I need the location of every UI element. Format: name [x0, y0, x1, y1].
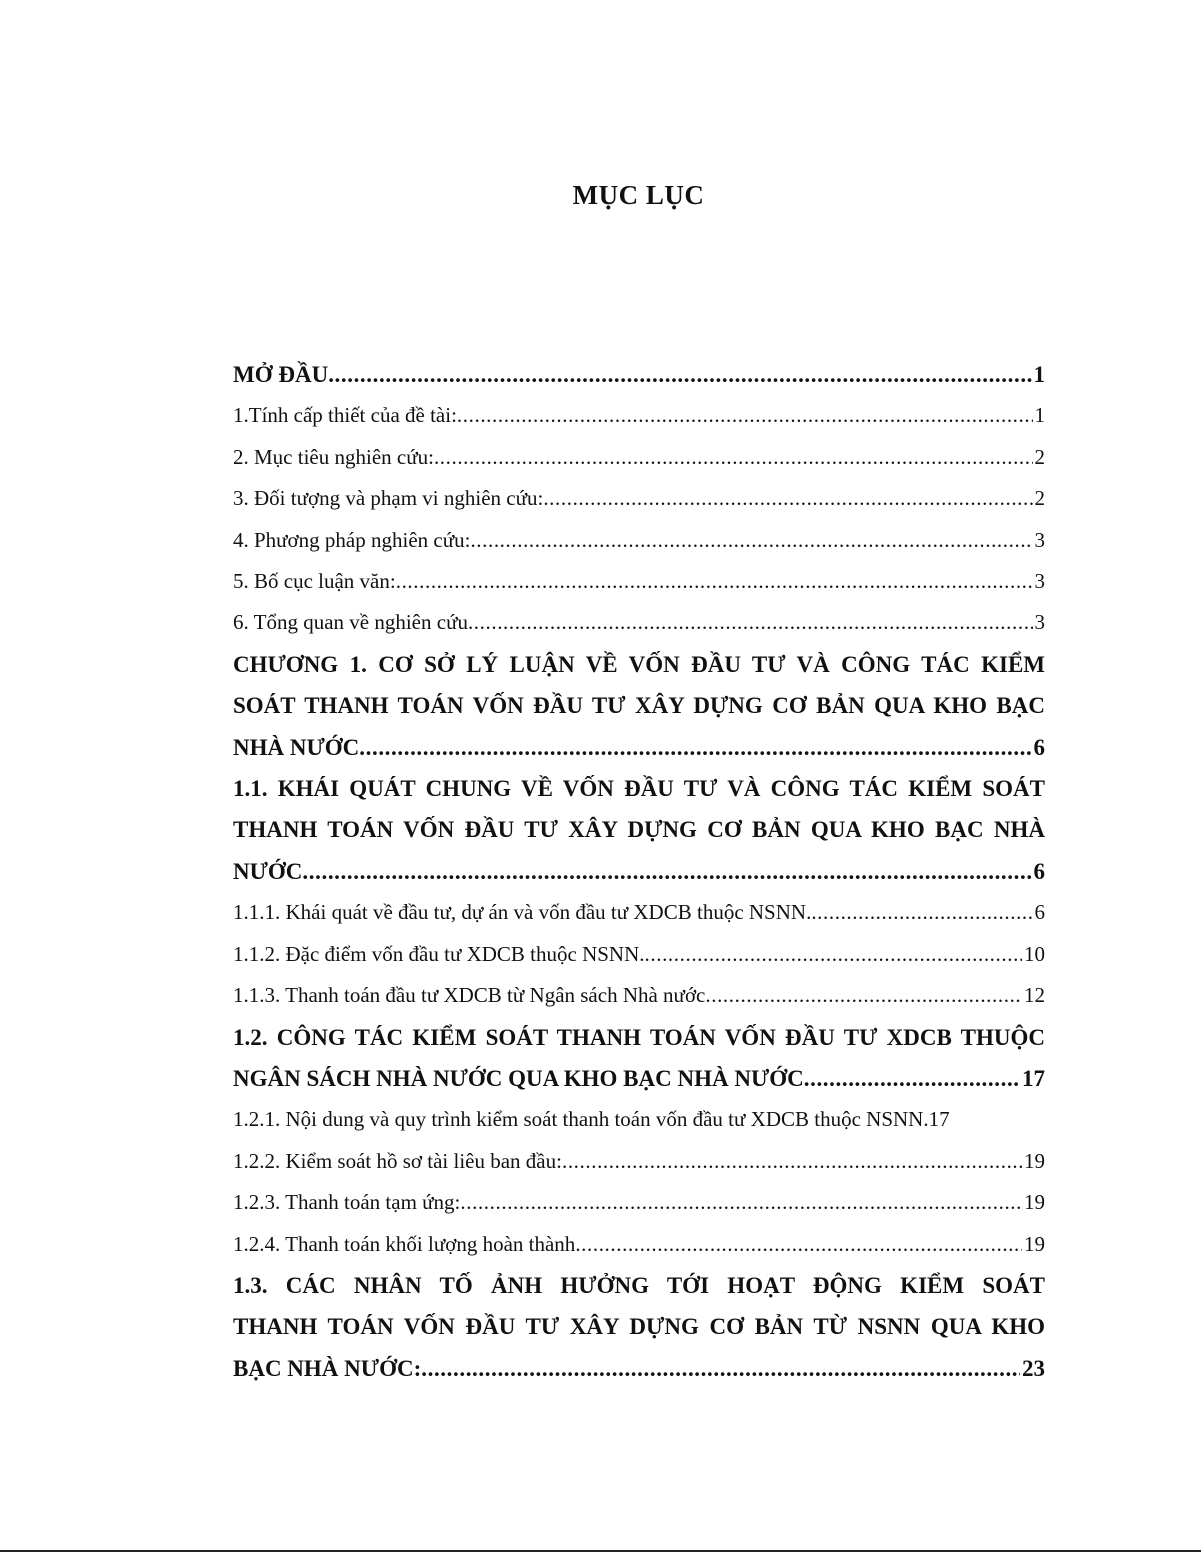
toc-entry-title: NGÂN SÁCH NHÀ NƯỚC QUA KHO BẠC NHÀ NƯỚC: [233, 1065, 804, 1091]
dot-leader: [811, 892, 1032, 933]
toc-page-number: 6: [1034, 900, 1045, 925]
toc-entry-line: [233, 1099, 1045, 1140]
toc-entry-title: MỞ ĐẦU: [233, 362, 329, 387]
toc-entry-title: 5. Bố cục luận văn:: [233, 569, 396, 594]
toc-entry-heading-line: 1.3. CÁC NHÂN TỐ ẢNH HƯỞNG TỚI HOẠT ĐỘNG KIỂM SOÁT: [233, 1272, 1045, 1298]
dot-leader: [359, 727, 1031, 768]
toc-entry-title: 1.1.1. Khái quát về đầu tư, dự án và vốn đầu tư XDCB thuộc NSNN.: [233, 900, 812, 925]
toc-entry[interactable]: [233, 478, 1045, 519]
toc-entry[interactable]: [233, 1182, 1045, 1223]
toc-entry[interactable]: [233, 768, 1045, 892]
toc-page-number: 6: [1033, 858, 1045, 884]
toc-page-number: 3: [1034, 527, 1045, 552]
toc-entry-title: 1.1.3. Thanh toán đầu tư XDCB từ Ngân sách Nhà nước: [233, 983, 706, 1008]
toc-entry-heading-line: THANH TOÁN VỐN ĐẦU TƯ XÂY DỰNG CƠ BẢN TỪ NSNN QUA KHO: [233, 1314, 1045, 1340]
dot-leader: [434, 437, 1033, 478]
toc-entry-title: BẠC NHÀ NƯỚC:: [233, 1355, 422, 1381]
toc-entry[interactable]: [233, 975, 1045, 1016]
toc-entry-line: [233, 975, 1045, 1016]
toc-page-number: 19: [1024, 1231, 1045, 1256]
toc-page-number: 2: [1034, 444, 1045, 469]
toc-entry-line: [233, 395, 1045, 436]
toc-page-number: 10: [1024, 941, 1045, 966]
table-of-contents: [233, 354, 1045, 1389]
toc-entry-line: [233, 934, 1045, 975]
toc-entry[interactable]: [233, 1099, 1045, 1140]
toc-entry[interactable]: [233, 1141, 1045, 1182]
toc-page-number: 17: [1022, 1065, 1045, 1091]
toc-entry-title: NHÀ NƯỚC: [233, 734, 360, 760]
toc-entry[interactable]: [233, 520, 1045, 561]
toc-page-number: 19: [1024, 1190, 1045, 1215]
toc-entry[interactable]: [233, 437, 1045, 478]
dot-leader: [562, 1141, 1022, 1182]
toc-page-number: 3: [1034, 569, 1045, 594]
toc-page-number: 1: [1033, 362, 1045, 387]
toc-page-number: 3: [1034, 610, 1045, 635]
toc-page-number: 2: [1034, 486, 1045, 511]
toc-entry-title: 1.2.4. Thanh toán khối lượng hoàn thành: [233, 1231, 576, 1256]
page-title: MỤC LỤC: [572, 180, 705, 210]
dot-leader: [645, 934, 1022, 975]
toc-page-number: 17: [928, 1107, 950, 1132]
toc-entry-title: 1.2.3. Thanh toán tạm ứng:: [233, 1190, 461, 1215]
toc-entry-line: [233, 1182, 1045, 1223]
dot-leader: [396, 561, 1033, 602]
toc-page-number: 12: [1024, 983, 1045, 1008]
dot-leader: [575, 1224, 1022, 1265]
toc-entry[interactable]: [233, 934, 1045, 975]
toc-page-number: 1: [1034, 403, 1045, 428]
toc-entry-heading-line: 1.2. CÔNG TÁC KIỂM SOÁT THANH TOÁN VỐN ĐẦU TƯ XDCB THUỘC: [233, 1024, 1045, 1050]
dot-leader: [543, 478, 1032, 519]
toc-entry-title: 6. Tổng quan về nghiên cứu: [233, 610, 468, 635]
toc-entry-title: 3. Đối tượng và phạm vi nghiên cứu:: [233, 486, 544, 511]
toc-entry[interactable]: [233, 1265, 1045, 1389]
toc-entry[interactable]: [233, 602, 1045, 643]
toc-entry-title: 4. Phương pháp nghiên cứu:: [233, 527, 471, 552]
toc-entry-line: [233, 1348, 1045, 1389]
toc-entry-heading-line: CHƯƠNG 1. CƠ SỞ LÝ LUẬN VỀ VỐN ĐẦU TƯ VÀ CÔNG TÁC KIỂM: [233, 651, 1045, 677]
toc-entry-line: [233, 1058, 1045, 1099]
dot-leader: [470, 520, 1032, 561]
toc-entry-line: [233, 727, 1045, 768]
dot-leader: [468, 602, 1033, 643]
toc-entry-title: 2. Mục tiêu nghiên cứu:: [233, 444, 434, 469]
dot-leader: [460, 1182, 1022, 1223]
dot-leader: [804, 1058, 1020, 1099]
toc-page-number: 19: [1024, 1148, 1045, 1173]
toc-page-number: 6: [1033, 734, 1045, 760]
toc-entry-title: 1.1.2. Đặc điểm vốn đầu tư XDCB thuộc NSNN.: [233, 941, 645, 966]
toc-entry[interactable]: [233, 892, 1045, 933]
page-bottom-rule: [0, 1550, 1201, 1552]
toc-entry[interactable]: [233, 1224, 1045, 1265]
toc-entry[interactable]: [233, 1017, 1045, 1100]
toc-entry[interactable]: [233, 354, 1045, 395]
toc-entry-line: [233, 851, 1045, 892]
toc-entry-title: 1.Tính cấp thiết của đề tài:: [233, 403, 457, 428]
toc-entry-line: [233, 1141, 1045, 1182]
toc-entry-title: NƯỚC: [233, 858, 303, 884]
toc-entry-line: [233, 561, 1045, 602]
toc-entry[interactable]: [233, 561, 1045, 602]
toc-entry[interactable]: [233, 644, 1045, 768]
dot-leader: [457, 395, 1033, 436]
toc-page-number: 23: [1022, 1355, 1045, 1381]
toc-entry-line: [233, 437, 1045, 478]
toc-entry-line: [233, 602, 1045, 643]
toc-entry-line: [233, 354, 1045, 395]
toc-entry-title: 1.2.1. Nội dung và quy trình kiểm soát thanh toán vốn đầu tư XDCB thuộc NSNN.: [233, 1107, 929, 1132]
dot-leader: [302, 851, 1031, 892]
toc-entry-heading-line: SOÁT THANH TOÁN VỐN ĐẦU TƯ XÂY DỰNG CƠ BẢN QUA KHO BẠC: [233, 693, 1045, 719]
dot-leader: [421, 1348, 1020, 1389]
dot-leader: [705, 975, 1022, 1016]
toc-entry-heading-line: 1.1. KHÁI QUÁT CHUNG VỀ VỐN ĐẦU TƯ VÀ CÔNG TÁC KIỂM SOÁT: [233, 776, 1045, 802]
toc-entry-line: [233, 1224, 1045, 1265]
toc-entry-line: [233, 892, 1045, 933]
toc-entry-title: 1.2.2. Kiểm soát hồ sơ tài liêu ban đầu:: [233, 1148, 562, 1173]
toc-entry-line: [233, 478, 1045, 519]
toc-entry-heading-line: THANH TOÁN VỐN ĐẦU TƯ XÂY DỰNG CƠ BẢN QUA KHO BẠC NHÀ: [233, 817, 1045, 843]
toc-entry-line: [233, 520, 1045, 561]
toc-entry[interactable]: [233, 395, 1045, 436]
dot-leader: [328, 354, 1031, 395]
